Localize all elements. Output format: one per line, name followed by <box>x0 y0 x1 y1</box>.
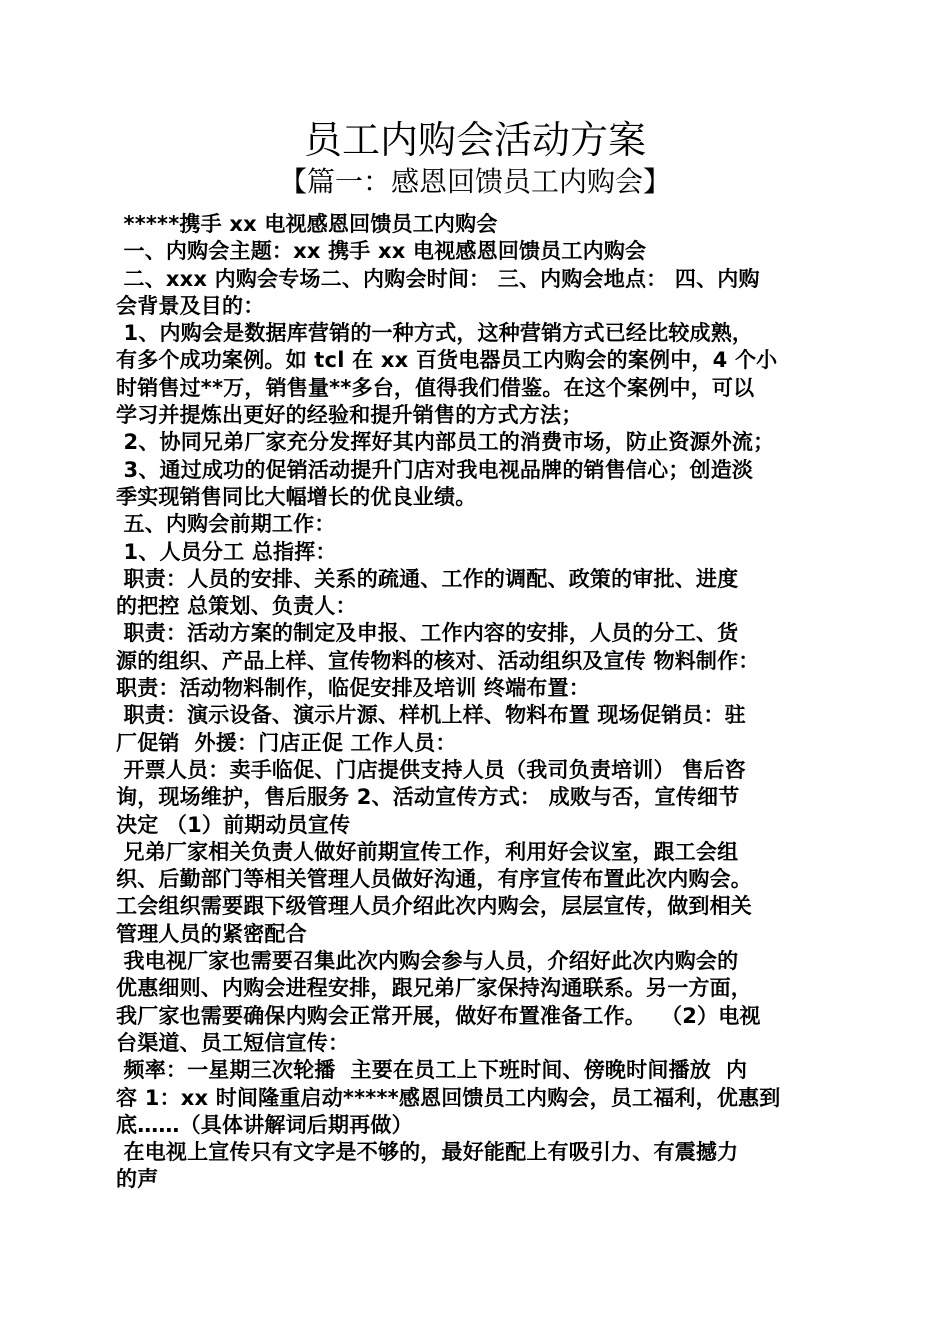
text-line: 会背景及目的： <box>116 293 265 318</box>
text-line: 五、内购会前期工作： <box>116 512 336 537</box>
text-line: 职责：演示设备、演示片源、样机上样、物料布置 现场促销员：驻 <box>116 703 746 728</box>
text-line: 的声 <box>116 1167 159 1192</box>
text-line: 询，现场维护，售后服务 2、活动宣传方式： 成败与否，宣传细节 <box>116 785 740 810</box>
text-line: 频率：一星期三次轮播 主要在员工上下班时间、傍晚时间播放 内 <box>116 1058 748 1083</box>
document-subtitle: 【篇一：感恩回馈员工内购会】 <box>278 165 671 198</box>
text-line: 1、人员分工 总指挥： <box>116 539 337 564</box>
text-line: 厂促销 外援：门店正促 工作人员： <box>116 730 457 755</box>
text-line: 1、内购会是数据库营销的一种方式，这种营销方式已经比较成熟， <box>116 321 754 346</box>
text-line: 职责：人员的安排、关系的疏通、工作的调配、政策的审批、进度 <box>116 566 739 591</box>
text-line: 2、协同兄弟厂家充分发挥好其内部员工的消费市场，防止资源外流； <box>116 430 775 455</box>
text-line: 工会组织需要跟下级管理人员介绍此次内购会，层层宣传，做到相关 <box>116 894 752 919</box>
text-line: 我电视厂家也需要召集此次内购会参与人员，介绍好此次内购会的 <box>116 949 739 974</box>
text-line: 3、通过成功的促销活动提升门店对我电视品牌的销售信心；创造淡 <box>116 457 754 482</box>
text-line: 台渠道、员工短信宣传： <box>116 1030 350 1055</box>
text-line: 开票人员：卖手临促、门店提供支持人员（我司负责培训） 售后咨 <box>116 757 746 782</box>
text-line: 季实现销售同比大幅增长的优良业绩。 <box>116 484 477 509</box>
text-line: 兄弟厂家相关负责人做好前期宣传工作，利用好会议室，跟工会组 <box>116 839 739 864</box>
text-line: 底……（具体讲解词后期再做） <box>116 1112 413 1137</box>
text-line: 职责：活动方案的制定及申报、工作内容的安排，人员的分工、货 <box>116 621 739 646</box>
text-line: 源的组织、产品上样、宣传物料的核对、活动组织及宣传 物料制作： <box>116 648 760 673</box>
text-line: 的把控 总策划、负责人： <box>116 594 357 619</box>
text-line: 织、后勤部门等相关管理人员做好沟通，有序宣传布置此次内购会。 <box>116 867 752 892</box>
text-line: 我厂家也需要确保内购会正常开展，做好布置准备工作。 （2）电视 <box>116 1003 761 1028</box>
text-line: 时销售过**万，销售量**多台，值得我们借鉴。在这个案例中，可以 <box>116 375 755 400</box>
text-line: 一、内购会主题：xx 携手 xx 电视感恩回馈员工内购会 <box>116 239 647 264</box>
text-line: 学习并提炼出更好的经验和提升销售的方式方法； <box>116 403 583 428</box>
text-line: 决定 （1）前期动员宣传 <box>116 812 351 837</box>
text-line: 职责：活动物料制作，临促安排及培训 终端布置： <box>116 676 590 701</box>
document-title: 员工内购会活动方案 <box>303 118 646 162</box>
text-line: 在电视上宣传只有文字是不够的，最好能配上有吸引力、有震撼力 <box>116 1140 739 1165</box>
document-body <box>116 211 842 1194</box>
text-line: *****携手 xx 电视感恩回馈员工内购会 <box>116 212 498 236</box>
text-line: 容 1：xx 时间隆重启动*****感恩回馈员工内购会，员工福利，优惠到 <box>116 1085 781 1110</box>
text-line: 优惠细则、内购会进程安排，跟兄弟厂家保持沟通联系。另一方面， <box>116 976 752 1001</box>
text-line: 二、xxx 内购会专场二、内购会时间： 三、内购会地点： 四、内购 <box>116 266 760 291</box>
text-line: 有多个成功案例。如 tcl 在 xx 百货电器员工内购会的案例中，4 个小 <box>116 348 778 373</box>
text-line: 管理人员的紧密配合 <box>116 921 307 946</box>
